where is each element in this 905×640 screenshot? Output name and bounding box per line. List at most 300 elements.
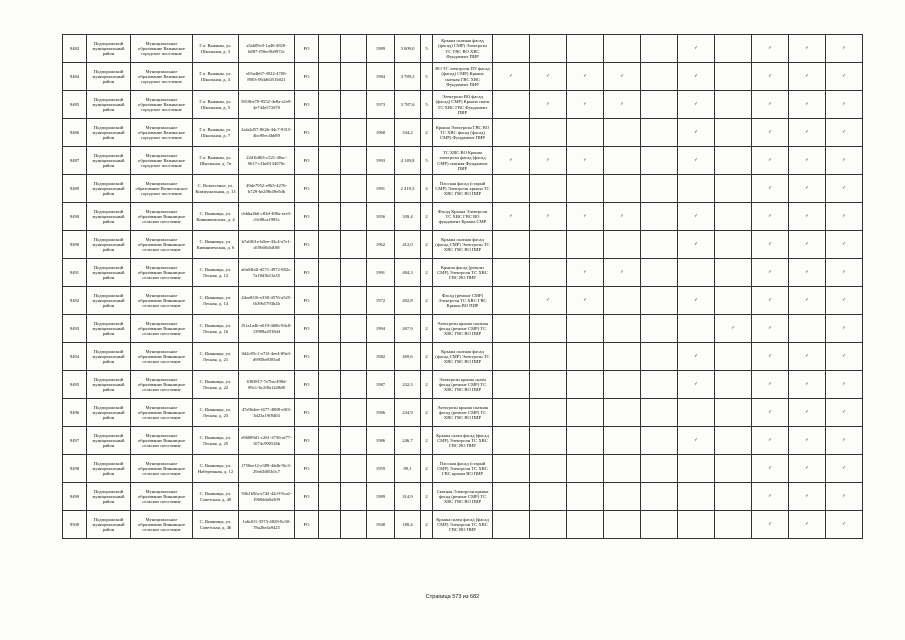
district-cell: Подпорожский муниципальный район xyxy=(87,399,131,427)
district-cell: Подпорожский муниципальный район xyxy=(87,287,131,315)
empty-check-cell xyxy=(493,231,530,259)
row-id-cell: 9485 xyxy=(63,91,87,119)
empty-cell xyxy=(319,63,341,91)
empty-cell xyxy=(319,119,341,147)
area-cell: 180,4 xyxy=(395,511,421,539)
empty-check-cell xyxy=(493,427,530,455)
year-cell: 1973 xyxy=(367,91,395,119)
district-cell: Подпорожский муниципальный район xyxy=(87,91,131,119)
empty-check-cell xyxy=(678,315,715,343)
checkmark-icon-cell: ✓ xyxy=(826,91,863,119)
checkmark-icon-cell: ✓ xyxy=(752,287,789,315)
page-footer: Страница 573 из 682 xyxy=(425,594,480,600)
address-cell: С. Винницы, ул. Лесная, д. 14 xyxy=(193,287,239,315)
works-cell: Плоская фасад (старый СМР) Электроэн ТС ХВС ГВС крыша ВО ПИР xyxy=(433,455,493,483)
checkmark-icon-cell: ✓ xyxy=(530,91,567,119)
checkmark-icon-cell: ✓ xyxy=(567,287,604,315)
district-cell: Подпорожский муниципальный район xyxy=(87,371,131,399)
empty-check-cell xyxy=(641,203,678,231)
floors-cell: 2 xyxy=(421,231,433,259)
table-row xyxy=(63,147,863,175)
empty-check-cell xyxy=(678,259,715,287)
area-cell: 339,4 xyxy=(395,203,421,231)
district-cell: Подпорожский муниципальный район xyxy=(87,483,131,511)
guid-cell: 1083817-7e7ba-498d-89c1-bc2f8a1428d8 xyxy=(239,371,295,399)
year-cell: 1993 xyxy=(367,147,395,175)
checkmark-icon-cell: ✓ xyxy=(752,455,789,483)
floors-cell: 2 xyxy=(421,259,433,287)
works-cell: Электроэн ВО фасад (фасад) СМР) Крыша скатн ТС ХВС ГВС Фундамент ПИР xyxy=(433,91,493,119)
empty-check-cell xyxy=(641,455,678,483)
empty-cell xyxy=(319,287,341,315)
district-cell: Подпорожский муниципальный район xyxy=(87,63,131,91)
district-cell: Подпорожский муниципальный район xyxy=(87,231,131,259)
address-cell: С. Винницы, ул. Лесная, д. 16 xyxy=(193,315,239,343)
area-cell: 412,0 xyxy=(395,231,421,259)
empty-check-cell xyxy=(493,119,530,147)
empty-check-cell xyxy=(715,35,752,63)
district-cell: Подпорожский муниципальный район xyxy=(87,427,131,455)
works-cell: Крыша скатн фасад (фасад СМР) Электроэн ТС ХВС ГВС ВО ПИР xyxy=(433,427,493,455)
address-cell: С. Винницы, ул. Кивиниемская, д. 6 xyxy=(193,231,239,259)
guid-cell: f51a1a4b-e019-468b-94c8-13998a2018d4 xyxy=(239,315,295,343)
works-cell: Крыша скатная фасад (фасад СМР) Электроэн ТС ХВС ГВС ВО ПИР xyxy=(433,343,493,371)
table-row xyxy=(63,455,863,483)
empty-cell xyxy=(341,371,367,399)
empty-cell xyxy=(319,483,341,511)
empty-check-cell xyxy=(641,35,678,63)
table-body xyxy=(63,35,863,539)
works-cell: Электроэн крыша скатн фасад (ремонт СМР) ТС ХВС ГВС ВО ПИР xyxy=(433,371,493,399)
checkmark-icon-cell: ✓ xyxy=(826,483,863,511)
checkmark-icon-cell: ✓ xyxy=(604,63,641,91)
municipality-cell: Муниципальное образование Важинское городское поселение xyxy=(131,119,193,147)
floors-cell: 2 xyxy=(421,455,433,483)
checkmark-icon-cell: ✓ xyxy=(826,203,863,231)
empty-check-cell xyxy=(493,399,530,427)
empty-cell xyxy=(341,147,367,175)
floors-cell: 2 xyxy=(421,427,433,455)
table-row xyxy=(63,203,863,231)
floors-cell: 4 xyxy=(421,175,433,203)
floors-cell: 5 xyxy=(421,147,433,175)
area-cell: 3 787,6 xyxy=(395,91,421,119)
empty-check-cell xyxy=(604,399,641,427)
area-cell: 269,6 xyxy=(395,343,421,371)
method-cell: РО xyxy=(295,287,319,315)
checkmark-icon-cell: ✓ xyxy=(567,259,604,287)
checkmark-icon-cell: ✓ xyxy=(530,147,567,175)
empty-check-cell xyxy=(530,427,567,455)
checkmark-icon-cell: ✓ xyxy=(752,483,789,511)
empty-cell xyxy=(341,119,367,147)
empty-cell xyxy=(341,455,367,483)
empty-check-cell xyxy=(641,287,678,315)
checkmark-icon-cell: ✓ xyxy=(752,259,789,287)
empty-check-cell xyxy=(715,147,752,175)
empty-check-cell xyxy=(530,483,567,511)
empty-check-cell xyxy=(604,371,641,399)
year-cell: 1994 xyxy=(367,315,395,343)
area-cell: 484,3 xyxy=(395,259,421,287)
table-row xyxy=(63,63,863,91)
checkmark-icon-cell: ✓ xyxy=(789,119,826,147)
municipality-cell: Муниципальное образование Винницкое сельское поселение xyxy=(131,203,193,231)
district-cell: Подпорожский муниципальный район xyxy=(87,455,131,483)
floors-cell: 2 xyxy=(421,483,433,511)
empty-check-cell xyxy=(604,343,641,371)
guid-cell: 22d1b863-c521-40ac-9617-c1be0134070c xyxy=(239,147,295,175)
checkmark-icon-cell: ✓ xyxy=(826,315,863,343)
checkmark-icon-cell: ✓ xyxy=(789,455,826,483)
area-cell: 232,3 xyxy=(395,371,421,399)
empty-check-cell xyxy=(604,231,641,259)
area-cell: 3 009,0 xyxy=(395,35,421,63)
year-cell: 1956 xyxy=(367,203,395,231)
empty-check-cell xyxy=(567,231,604,259)
method-cell: РО xyxy=(295,91,319,119)
empty-cell xyxy=(319,343,341,371)
address-cell: Г.п. Важины, ул. Школьная, д. 4 xyxy=(193,63,239,91)
checkmark-icon-cell: ✓ xyxy=(678,119,715,147)
address-cell: С. Винницы, ул. Советская, д. 46 xyxy=(193,511,239,539)
checkmark-icon-cell: ✓ xyxy=(789,147,826,175)
empty-cell xyxy=(319,315,341,343)
method-cell: РО xyxy=(295,427,319,455)
checkmark-icon-cell: ✓ xyxy=(789,91,826,119)
checkmark-icon-cell: ✓ xyxy=(826,35,863,63)
works-cell: Скатная Электроэн крыша фасад (ремонт СМР) ТС ХВС ГВС ВО ПИР xyxy=(433,483,493,511)
area-cell: 3 789,3 xyxy=(395,63,421,91)
checkmark-icon-cell: ✓ xyxy=(826,371,863,399)
row-id-cell: 9494 xyxy=(63,343,87,371)
checkmark-icon-cell: ✓ xyxy=(678,343,715,371)
empty-check-cell xyxy=(641,91,678,119)
floors-cell: 2 xyxy=(421,203,433,231)
empty-check-cell xyxy=(678,175,715,203)
empty-check-cell xyxy=(641,259,678,287)
empty-check-cell xyxy=(493,315,530,343)
method-cell: РО xyxy=(295,511,319,539)
address-cell: С. Винницы, ул. Лесная, д. 25 xyxy=(193,427,239,455)
row-id-cell: 9491 xyxy=(63,259,87,287)
year-cell: 1986 xyxy=(367,399,395,427)
table-row xyxy=(63,175,863,203)
checkmark-icon-cell: ✓ xyxy=(567,147,604,175)
address-cell: Г.п. Важины, ул. Школьная, д. 3 xyxy=(193,35,239,63)
row-id-cell: 9498 xyxy=(63,455,87,483)
method-cell: РО xyxy=(295,63,319,91)
method-cell: РО xyxy=(295,399,319,427)
empty-check-cell xyxy=(530,175,567,203)
checkmark-icon-cell: ✓ xyxy=(530,203,567,231)
checkmark-icon-cell: ✓ xyxy=(752,119,789,147)
checkmark-icon-cell: ✓ xyxy=(752,63,789,91)
area-cell: 2 419,3 xyxy=(395,175,421,203)
municipality-cell: Муниципальное образование Винницкое сельское поселение xyxy=(131,511,193,539)
guid-cell: f750ee12-e389-4ddb-9fc3-29a63d81b5c7 xyxy=(239,455,295,483)
empty-cell xyxy=(319,35,341,63)
district-cell: Подпорожский муниципальный район xyxy=(87,511,131,539)
empty-cell xyxy=(319,259,341,287)
works-cell: Электроэн крыша скатная фасад (ремонт СМР) ТС ХВС ГВС ВО ПИР xyxy=(433,399,493,427)
empty-check-cell xyxy=(493,287,530,315)
method-cell: РО xyxy=(295,455,319,483)
checkmark-icon-cell: ✓ xyxy=(789,483,826,511)
checkmark-icon-cell: ✓ xyxy=(826,63,863,91)
empty-cell xyxy=(341,287,367,315)
empty-check-cell xyxy=(567,35,604,63)
empty-check-cell xyxy=(715,371,752,399)
row-id-cell: 9484 xyxy=(63,63,87,91)
method-cell: РО xyxy=(295,203,319,231)
empty-check-cell xyxy=(493,371,530,399)
works-cell: Фасад (ремонт СМР) Электроэн ТС ХВС ГВС Крыша ВО ПИР xyxy=(433,287,493,315)
row-id-cell: 9490 xyxy=(63,231,87,259)
empty-check-cell xyxy=(530,119,567,147)
empty-cell xyxy=(319,371,341,399)
empty-check-cell xyxy=(678,511,715,539)
guid-cell: a0a04b4f-d571-4972-892c-7a18d3b13a35 xyxy=(239,259,295,287)
empty-cell xyxy=(341,343,367,371)
empty-check-cell xyxy=(715,287,752,315)
row-id-cell: 9499 xyxy=(63,483,87,511)
checkmark-icon-cell: ✓ xyxy=(493,203,530,231)
guid-cell: 47e9b4ee-f477-4888-a9f3-3d23a19f8404 xyxy=(239,399,295,427)
empty-cell xyxy=(319,399,341,427)
municipality-cell: Муниципальное образование Винницкое сельское поселение xyxy=(131,343,193,371)
empty-check-cell xyxy=(493,511,530,539)
checkmark-icon-cell: ✓ xyxy=(604,91,641,119)
floors-cell: 5 xyxy=(421,91,433,119)
checkmark-icon-cell: ✓ xyxy=(789,203,826,231)
empty-check-cell xyxy=(604,147,641,175)
checkmark-icon-cell: ✓ xyxy=(752,371,789,399)
checkmark-icon-cell: ✓ xyxy=(752,91,789,119)
table-row xyxy=(63,259,863,287)
works-cell: Крыша скатная фасад (фасад СМР) Электроэн ТС ХВС ГВС ВО ПИР xyxy=(433,231,493,259)
row-id-cell: 9490 xyxy=(63,203,87,231)
empty-check-cell xyxy=(567,455,604,483)
year-cell: 1962 xyxy=(367,231,395,259)
area-cell: 492,8 xyxy=(395,287,421,315)
checkmark-icon-cell: ✓ xyxy=(826,427,863,455)
method-cell: РО xyxy=(295,371,319,399)
empty-check-cell xyxy=(604,483,641,511)
municipality-cell: Муниципальное образование Винницкое сельское поселение xyxy=(131,315,193,343)
checkmark-icon-cell: ✓ xyxy=(678,147,715,175)
empty-check-cell xyxy=(715,455,752,483)
floors-cell: 2 xyxy=(421,343,433,371)
checkmark-icon-cell: ✓ xyxy=(493,147,530,175)
year-cell: 1989 xyxy=(367,483,395,511)
checkmark-icon-cell: ✓ xyxy=(678,371,715,399)
empty-check-cell xyxy=(530,371,567,399)
checkmark-icon-cell: ✓ xyxy=(789,511,826,539)
checkmark-icon-cell: ✓ xyxy=(752,343,789,371)
table-row xyxy=(63,231,863,259)
empty-cell xyxy=(319,231,341,259)
checkmark-icon-cell: ✓ xyxy=(789,35,826,63)
empty-check-cell xyxy=(567,119,604,147)
empty-check-cell xyxy=(530,399,567,427)
district-cell: Подпорожский муниципальный район xyxy=(87,343,131,371)
address-cell: Г.п. Важины, ул. Школьная, д. 7 xyxy=(193,119,239,147)
works-cell: Крыша фасад (ремонт СМР) Электроэн ТС ХВС ГВС ВО ПИР xyxy=(433,259,493,287)
floors-cell: 2 xyxy=(421,371,433,399)
floors-cell: 2 xyxy=(421,511,433,539)
empty-check-cell xyxy=(715,231,752,259)
empty-cell xyxy=(319,427,341,455)
municipality-cell: Муниципальное образование Винницкое сельское поселение xyxy=(131,483,193,511)
district-cell: Подпорожский муниципальный район xyxy=(87,259,131,287)
empty-cell xyxy=(341,231,367,259)
empty-check-cell xyxy=(604,119,641,147)
empty-cell xyxy=(341,91,367,119)
guid-cell: 44ee8f16-e338-4576-a525-fb39b5793b2b xyxy=(239,287,295,315)
checkmark-icon-cell: ✓ xyxy=(752,175,789,203)
row-id-cell: 9495 xyxy=(63,371,87,399)
row-id-cell: 9486 xyxy=(63,119,87,147)
empty-check-cell xyxy=(567,483,604,511)
empty-check-cell xyxy=(604,511,641,539)
guid-cell: 49de7952-e965-4276-b729-be2f9b49e5db xyxy=(239,175,295,203)
checkmark-icon-cell: ✓ xyxy=(530,63,567,91)
empty-cell xyxy=(341,427,367,455)
works-cell: ТС ХВС ВО Крыша электроэн фасад (фасад СМР) скатная Фундамент ПИР xyxy=(433,147,493,175)
method-cell: РО xyxy=(295,175,319,203)
method-cell: РО xyxy=(295,231,319,259)
municipality-cell: Муниципальное образование Винницкое сельское поселение xyxy=(131,371,193,399)
checkmark-icon-cell: ✓ xyxy=(789,259,826,287)
checkmark-icon-cell: ✓ xyxy=(678,427,715,455)
checkmark-icon-cell: ✓ xyxy=(826,147,863,175)
checkmark-icon-cell: ✓ xyxy=(567,203,604,231)
empty-check-cell xyxy=(715,483,752,511)
guid-cell: 2afa2d57-862b-44c7-9315-4bc90ec4bb89 xyxy=(239,119,295,147)
address-cell: С. Винницы, ул. Лесная, д. 12 xyxy=(193,259,239,287)
address-cell: С. Винницы, ул. Кивиниемских, д. 4 xyxy=(193,203,239,231)
works-cell: Плоская фасад (старый СМР) Электроэн крыша ТС ХВС ГВС ВО ПИР xyxy=(433,175,493,203)
empty-check-cell xyxy=(604,315,641,343)
empty-check-cell xyxy=(641,343,678,371)
year-cell: 1968 xyxy=(367,119,395,147)
checkmark-icon-cell: ✓ xyxy=(567,63,604,91)
empty-check-cell xyxy=(493,175,530,203)
year-cell: 1972 xyxy=(367,287,395,315)
checkmark-icon-cell: ✓ xyxy=(789,287,826,315)
empty-check-cell xyxy=(493,483,530,511)
checkmark-icon-cell: ✓ xyxy=(789,427,826,455)
empty-check-cell xyxy=(493,91,530,119)
works-cell: Электроэн крыша скатная фасад (ремонт СМР) ТС ХВС ГВС ВО ПИР xyxy=(433,315,493,343)
empty-check-cell xyxy=(715,343,752,371)
guid-cell: 0d2c85c1-e7f3-4ee4-89a3-d9958e8385a8 xyxy=(239,343,295,371)
empty-check-cell xyxy=(641,511,678,539)
checkmark-icon-cell: ✓ xyxy=(752,511,789,539)
empty-check-cell xyxy=(715,399,752,427)
guid-cell: b7a0f61e-b0ee-43c4-a7e1-d19b0fb5d0f8 xyxy=(239,231,295,259)
checkmark-icon-cell: ✓ xyxy=(493,63,530,91)
checkmark-icon-cell: ✓ xyxy=(752,147,789,175)
table-row xyxy=(63,399,863,427)
empty-check-cell xyxy=(678,399,715,427)
empty-cell xyxy=(341,315,367,343)
works-cell: ВО ТС электроэн ПУ фасад (фасад) СМР) Крыша скатная ГВС ХВС Фундамент ПИР xyxy=(433,63,493,91)
checkmark-icon-cell: ✓ xyxy=(826,455,863,483)
municipality-cell: Муниципальное образование Винницкое сельское поселение xyxy=(131,455,193,483)
works-cell: Крыша скатн фасад (фасад СМР) Электроэн ТС ХВС ГВС ВО ПИР xyxy=(433,511,493,539)
row-id-cell: 9489 xyxy=(63,175,87,203)
works-cell: Фасад Крыша Электроэн ТС ХВС ГВС ВО фундамент Крыша СМР xyxy=(433,203,493,231)
checkmark-icon-cell: ✓ xyxy=(678,91,715,119)
empty-check-cell xyxy=(715,511,752,539)
empty-check-cell xyxy=(567,175,604,203)
empty-check-cell xyxy=(641,399,678,427)
empty-cell xyxy=(341,483,367,511)
guid-cell: 1a6c0f1-3573-4828-8c50-78a26e4a9425 xyxy=(239,511,295,539)
checkmark-icon-cell: ✓ xyxy=(826,231,863,259)
empty-cell xyxy=(341,63,367,91)
checkmark-icon-cell: ✓ xyxy=(604,259,641,287)
address-cell: С. Винницы, ул. Набережная, д. 12 xyxy=(193,455,239,483)
floors-cell: 5 xyxy=(421,35,433,63)
district-cell: Подпорожский муниципальный район xyxy=(87,315,131,343)
row-id-cell: 9497 xyxy=(63,427,87,455)
year-cell: 1991 xyxy=(367,259,395,287)
area-cell: 234,9 xyxy=(395,399,421,427)
checkmark-icon-cell: ✓ xyxy=(678,35,715,63)
guid-cell: cbbba4b6-c83d-408a-ace3-c9c88ca1983c xyxy=(239,203,295,231)
empty-cell xyxy=(319,511,341,539)
empty-check-cell xyxy=(493,343,530,371)
table-row xyxy=(63,91,863,119)
checkmark-icon-cell: ✓ xyxy=(715,315,752,343)
floors-cell: 2 xyxy=(421,287,433,315)
district-cell: Подпорожский муниципальный район xyxy=(87,147,131,175)
empty-cell xyxy=(341,175,367,203)
empty-check-cell xyxy=(530,315,567,343)
district-cell: Подпорожский муниципальный район xyxy=(87,175,131,203)
empty-check-cell xyxy=(641,175,678,203)
method-cell: РО xyxy=(295,259,319,287)
municipality-cell: Муниципальное образование Важинское городское поселение xyxy=(131,63,193,91)
checkmark-icon-cell: ✓ xyxy=(678,63,715,91)
row-id-cell: 9492 xyxy=(63,287,87,315)
area-cell: 334,2 xyxy=(395,119,421,147)
floors-cell: 2 xyxy=(421,399,433,427)
area-cell: 246,7 xyxy=(395,427,421,455)
checkmark-icon-cell: ✓ xyxy=(752,231,789,259)
table-row xyxy=(63,483,863,511)
works-cell: Крыша Электроэн ГВС ВО ТС ХВС фасад (фасад) СМР) Фундамент ПИР xyxy=(433,119,493,147)
checkmark-icon-cell: ✓ xyxy=(752,427,789,455)
works-cell: Крыша скатная фасад (фасад) СМР) Электроэн ТС ГВС ВО ХВС Фундамент ПИР xyxy=(433,35,493,63)
empty-check-cell xyxy=(641,119,678,147)
table-row xyxy=(63,511,863,539)
year-cell: 1982 xyxy=(367,343,395,371)
checkmark-icon-cell: ✓ xyxy=(752,35,789,63)
empty-check-cell xyxy=(530,35,567,63)
guid-cell: e96089d1-c261-4736-af77-1074c990526b xyxy=(239,427,295,455)
table-row xyxy=(63,287,863,315)
table-row xyxy=(63,35,863,63)
method-cell: РО xyxy=(295,483,319,511)
address-cell: С. Винницы, ул. Лесная, д. 23 xyxy=(193,399,239,427)
checkmark-icon-cell: ✓ xyxy=(789,371,826,399)
district-cell: Подпорожский муниципальный район xyxy=(87,119,131,147)
area-cell: 4 149,8 xyxy=(395,147,421,175)
